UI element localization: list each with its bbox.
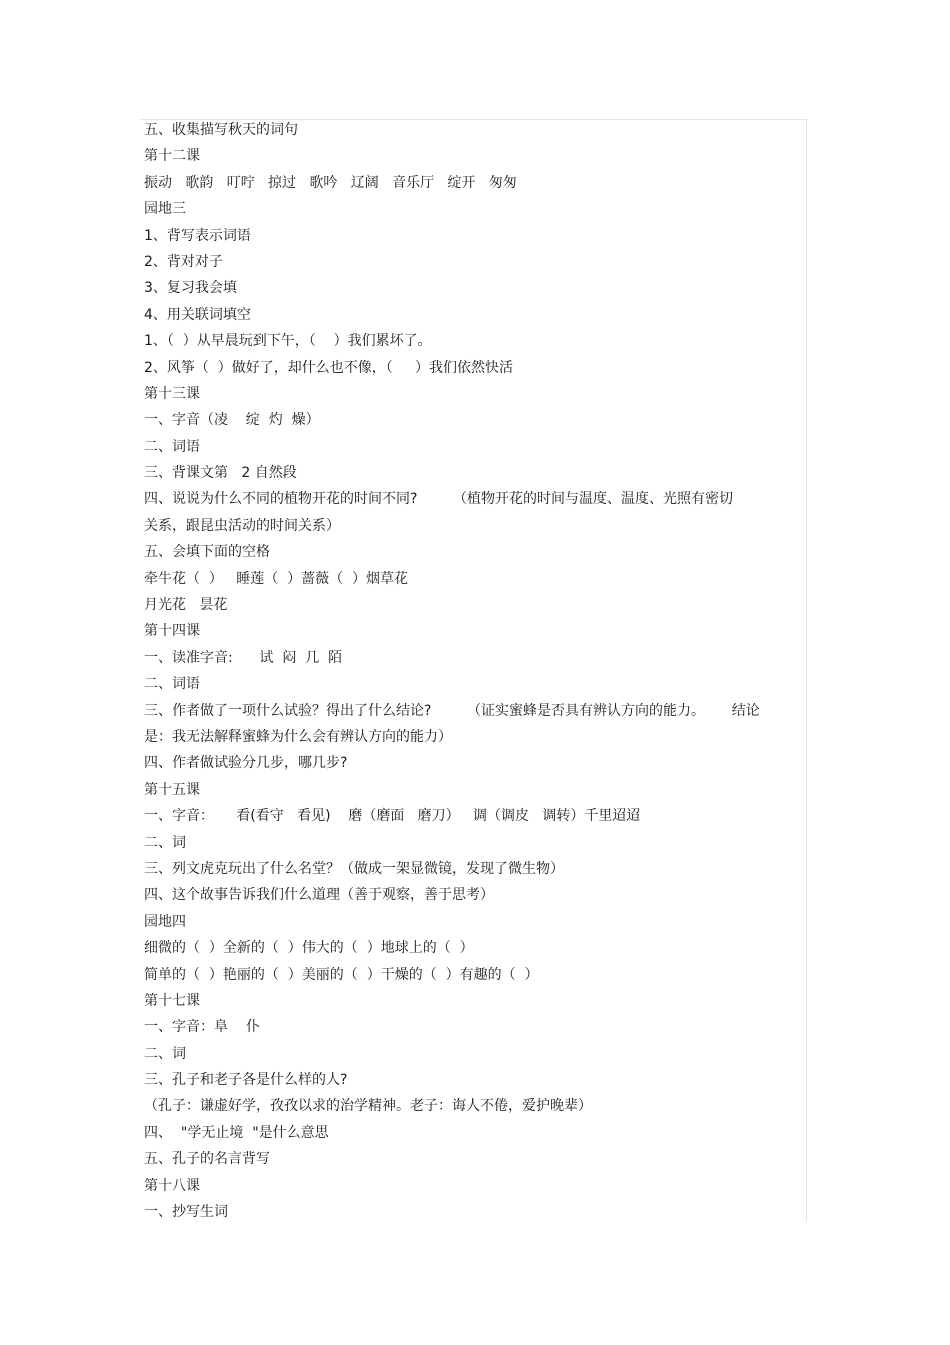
exercise-item: 二、词 [144, 1045, 186, 1062]
exercise-item: 三、列文虎克玩出了什么名堂？（做成一架显微镜，发现了微生物） [144, 860, 564, 877]
exercise-item: 2、风筝（ ）做好了，却什么也不像，（ ）我们依然快活 [144, 359, 514, 376]
exercise-item: 三、作者做了一项什么试验？得出了什么结论? （证实蜜蜂是否具有辨认方向的能力。 结论 [144, 702, 760, 719]
exercise-item: 3、复习我会填 [144, 280, 237, 297]
exercise-item: 关系，跟昆虫活动的时间关系） [144, 517, 340, 534]
exercise-item: 一、读准字音: 试 闷 几 陌 [144, 649, 343, 666]
exercise-item: 4、用关联词填空 [144, 306, 251, 323]
exercise-item: （孔子：谦虚好学，孜孜以求的治学精神。老子：诲人不倦，爱护晚辈） [144, 1098, 592, 1115]
exercise-item: 二、词语 [144, 676, 200, 693]
word-list: 振动 歌韵 叮咛 掠过 歌吟 辽阔 音乐厅 绽开 匆匆 [144, 174, 517, 191]
exercise-item: 1、（ ）从早晨玩到下午，（ ）我们累坏了。 [144, 333, 432, 350]
lesson-title: 第十五课 [144, 781, 200, 798]
exercise-item: 简单的（ ）艳丽的（ ）美丽的（ ）干燥的（ ）有趣的（ ） [144, 966, 539, 983]
exercise-item: 1、背写表示词语 [144, 227, 251, 244]
exercise-item: 四、这个故事告诉我们什么道理（善于观察，善于思考） [144, 887, 494, 904]
exercise-item: 五、会填下面的空格 [144, 544, 270, 561]
lesson-title: 第十三课 [144, 385, 200, 402]
exercise-item: 三、孔子和老子各是什么样的人? [144, 1072, 348, 1089]
document-body [144, 117, 806, 1225]
exercise-item: 五、孔子的名言背写 [144, 1151, 270, 1168]
exercise-item: 二、词语 [144, 438, 200, 455]
lesson-title: 第十七课 [144, 992, 200, 1009]
exercise-item: 月光花 昙花 [144, 597, 228, 614]
exercise-item: 一、抄写生词 [144, 1204, 228, 1221]
lesson-title: 园地三 [144, 201, 186, 218]
exercise-item: 牵牛花（ ） 睡莲（ ）蔷薇（ ）烟草花 [144, 570, 409, 587]
exercise-item: 二、词 [144, 834, 186, 851]
exercise-item: 细微的（ ）全新的（ ）伟大的（ ）地球上的（ ） [144, 940, 474, 957]
section-heading: 五、收集描写秋天的词句 [144, 122, 298, 138]
lesson-title: 第十四课 [144, 623, 200, 640]
exercise-item: 四、作者做试验分几步，哪几步? [144, 755, 348, 772]
exercise-item: 一、字音（凌 绽 灼 燥） [144, 412, 320, 429]
exercise-item: 一、字音： 看(看守 看见) 磨（磨面 磨刀） 调（调皮 调转）千里迢迢 [144, 808, 641, 825]
exercise-item: 一、字音：阜 仆 [144, 1019, 260, 1036]
lesson-title: 第十八课 [144, 1177, 200, 1194]
exercise-item: 三、背课文第 2 自然段 [144, 465, 297, 482]
lesson-title: 园地四 [144, 913, 186, 930]
lesson-title: 第十二课 [144, 148, 200, 165]
exercise-item: 是：我无法解释蜜蜂为什么会有辨认方向的能力） [144, 728, 452, 745]
exercise-item: 四、说说为什么不同的植物开花的时间不同? （植物开花的时间与温度、温度、光照有密切 [144, 491, 734, 508]
exercise-item: 2、背对对子 [144, 253, 223, 270]
exercise-item: 四、 "学无止境 "是什么意思 [144, 1124, 329, 1141]
